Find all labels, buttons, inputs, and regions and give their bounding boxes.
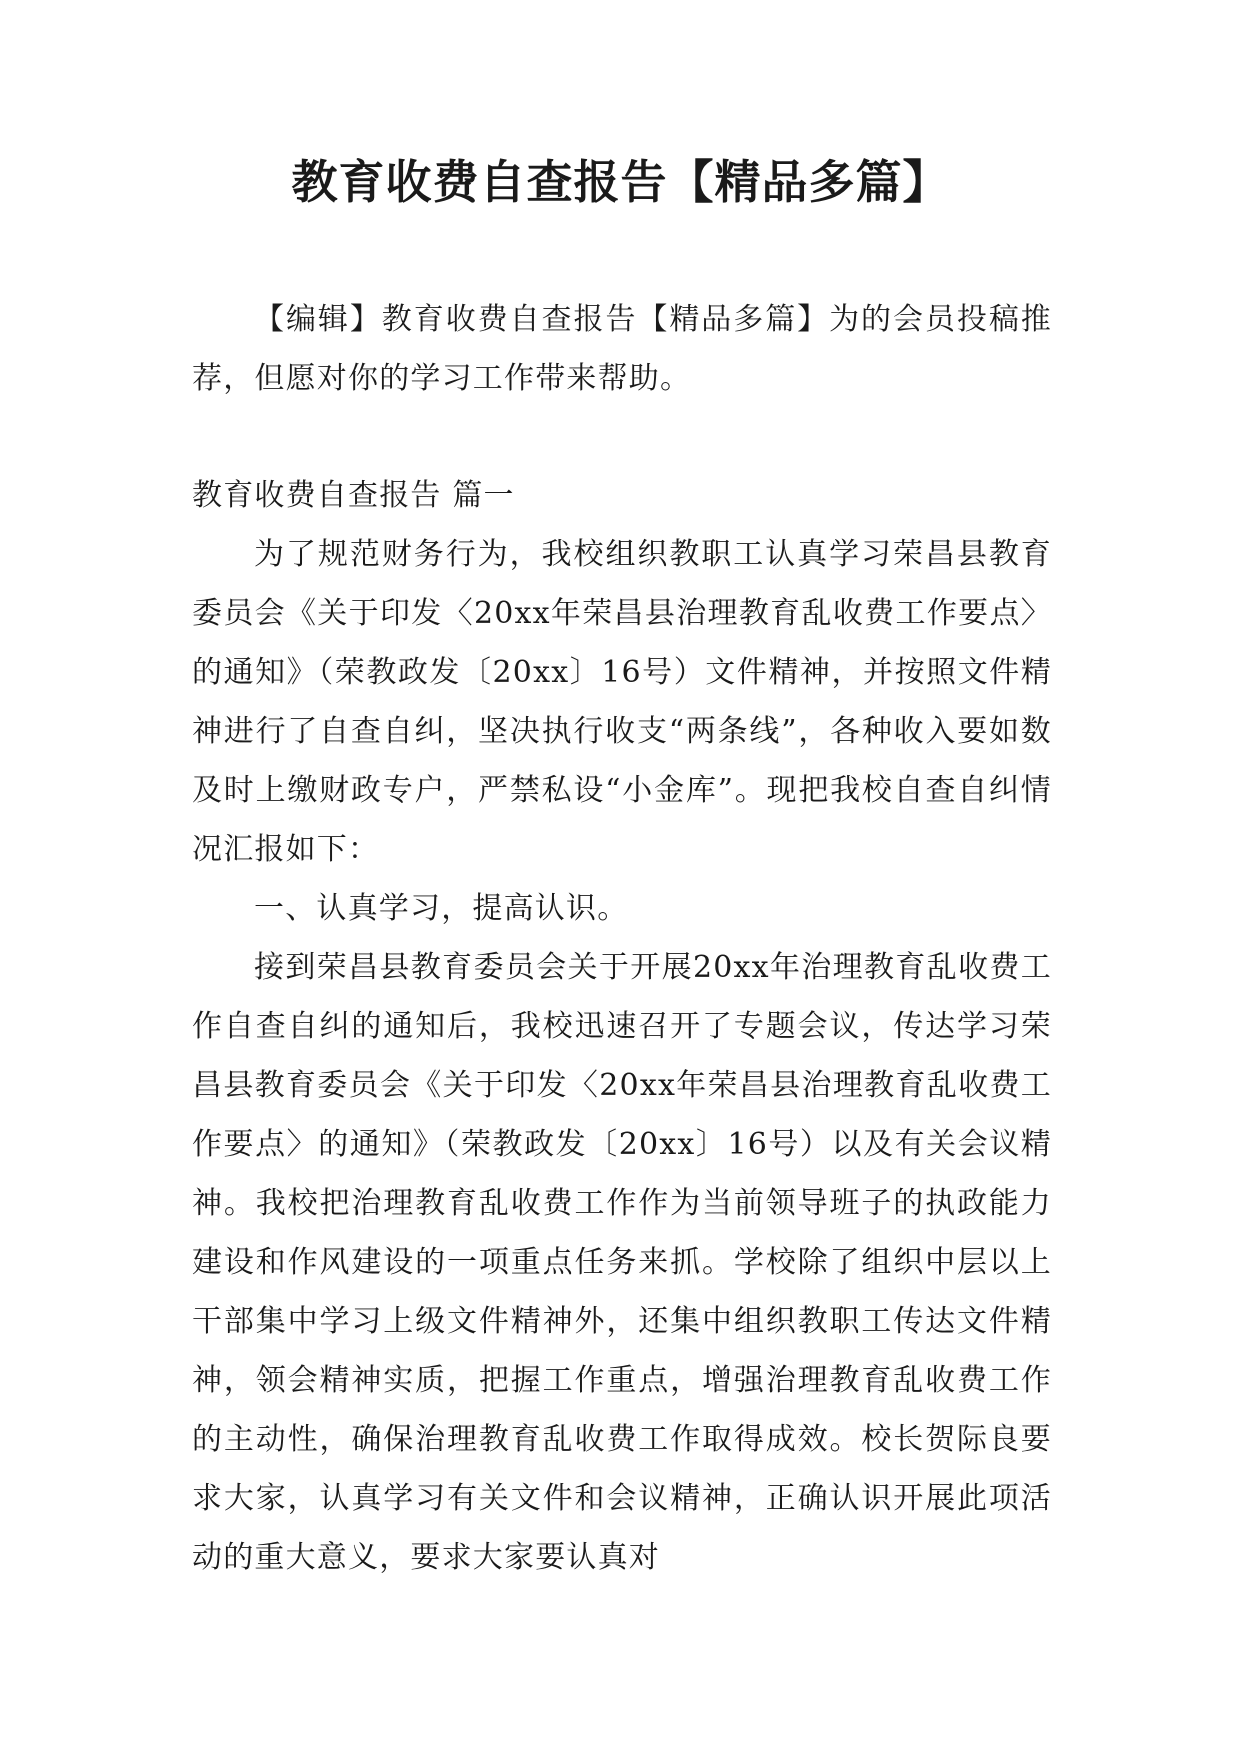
- intro-paragraph: 【编辑】教育收费自查报告【精品多篇】为的会员投稿推荐，但愿对你的学习工作带来帮助。: [192, 302, 1052, 396]
- body-paragraph-2: 接到荣昌县教育委员会关于开展20xx年治理教育乱收费工作自查自纠的通知后，我校迅速召开了专题会议，传达学习荣昌县教育委员会《关于印发〈20xx年荣昌县治理教育乱收费工作要点〉的通知》（荣教政发〔20xx〕16号）以及有关会议精神。我校把治理教育乱收费工作作为当前领导班子的执政能力建设和作风建设的一项重点任务来抓。学校除了组织中层以上干部集中学习上级文件精神外，还集中组织教职工传达文件精神，领会精神实质，把握工作重点，增强治理教育乱收费工作的主动性，确保治理教育乱收费工作取得成效。校长贺际良要求大家，认真学习有关文件和会议精神，正确认识开展此项活动的重大意义，要求大家要认真对: [192, 950, 1052, 1575]
- subheading-1: 一、认真学习，提高认识。: [254, 891, 629, 926]
- section-heading: 教育收费自查报告 篇一: [192, 478, 515, 513]
- document-body: [192, 290, 1052, 1587]
- document-title: 教育收费自查报告【精品多篇】: [291, 155, 950, 209]
- body-paragraph-1: 为了规范财务行为，我校组织教职工认真学习荣昌县教育委员会《关于印发〈20xx年荣昌县治理教育乱收费工作要点〉的通知》（荣教政发〔20xx〕16号）文件精神，并按照文件精神进行了自查自纠，坚决执行收支“两条线”，各种收入要如数及时上缴财政专户，严禁私设“小金库”。现把我校自查自纠情况汇报如下：: [192, 537, 1052, 867]
